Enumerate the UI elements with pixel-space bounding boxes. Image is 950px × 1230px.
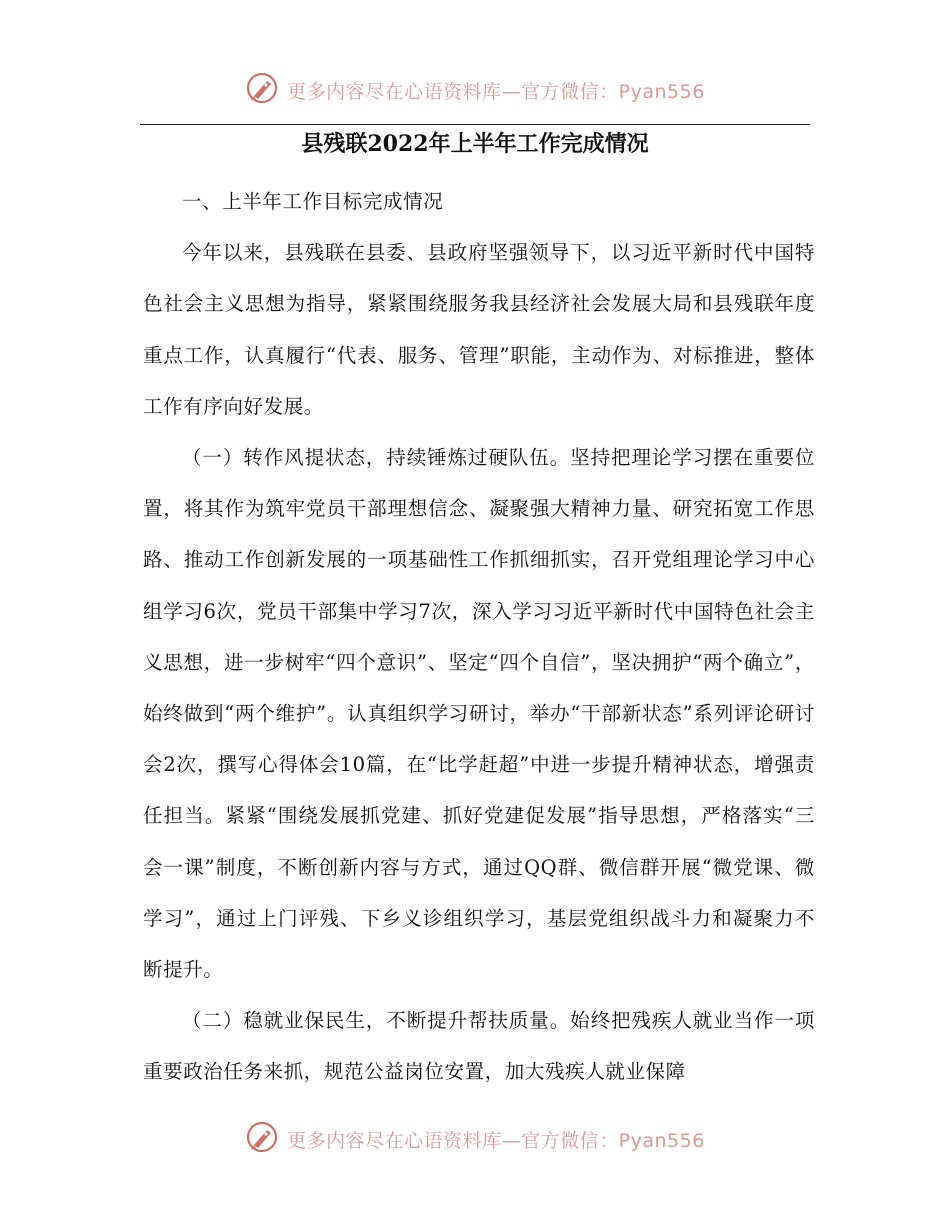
watermark-banner-top: [0, 68, 950, 112]
document-body: [143, 176, 815, 1098]
watermark-text: 更多内容尽在心语资料库—官方微信：Pyan556: [287, 80, 705, 103]
document-title: 县残联2022年上半年工作完成情况: [301, 131, 649, 157]
paragraph-section-2: （二）稳就业保民生，不断提升帮扶质量。始终把残疾人就业当作一项重要政治任务来抓，规范公益岗位安置，加大残疾人就业保障: [143, 1009, 815, 1084]
section-heading: 一、上半年工作目标完成情况: [182, 190, 444, 213]
watermark-text: 更多内容尽在心语资料库—官方微信：Pyan556: [287, 1129, 705, 1152]
pen-nib-logo-icon: [245, 1120, 279, 1158]
pen-nib-logo-icon: [245, 71, 279, 109]
paragraph-intro: 今年以来，县残联在县委、县政府坚强领导下，以习近平新时代中国特色社会主义思想为指导，紧紧围绕服务我县经济社会发展大局和县残联年度重点工作，认真履行“代表、服务、管理”职能，主动作为、对标推进，整体工作有序向好发展。: [143, 241, 815, 418]
watermark-banner-bottom: [0, 1117, 950, 1161]
paragraph-section-1: （一）转作风提状态，持续锤炼过硬队伍。坚持把理论学习摆在重要位置，将其作为筑牢党员干部理想信念、凝聚强大精神力量、研究拓宽工作思路、推动工作创新发展的一项基础性工作抓细抓实，召开党组理论学习中心组学习6次，党员干部集中学习7次，深入学习习近平新时代中国特色社会主义思想，进一步树牢“四个意识”、坚定“四个自信”，坚决拥护“两个确立”，始终做到“两个维护”。认真组织学习研讨，举办“干部新状态”系列评论研讨会2次，撰写心得体会10篇，在“比学赶超”中进一步提升精神状态，增强责任担当。紧紧“围绕发展抓党建、抓好党建促发展”指导思想，严格落实“三会一课”制度，不断创新内容与方式，通过QQ群、微信群开展“微党课、微学习”，通过上门评残、下乡义诊组织学习，基层党组织战斗力和凝聚力不断提升。: [143, 446, 815, 982]
header-divider: [140, 124, 810, 125]
